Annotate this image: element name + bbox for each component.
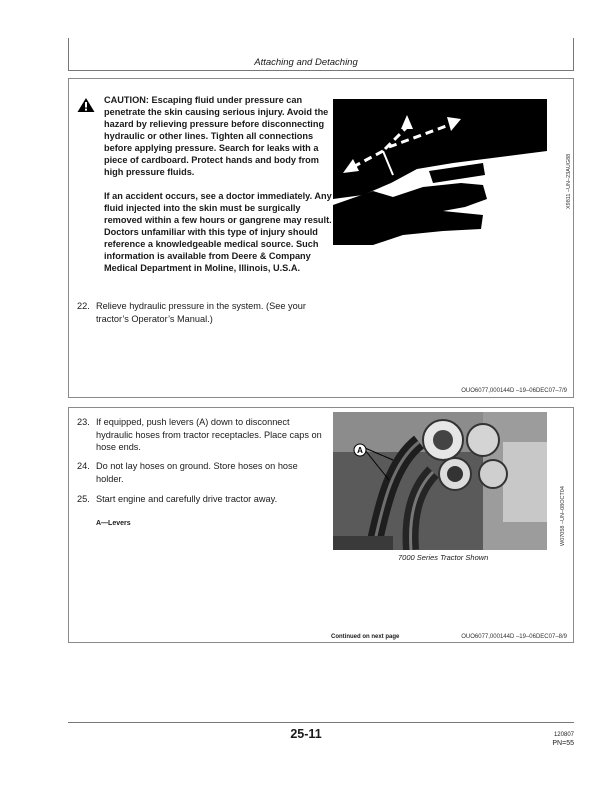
caution-paragraph-2: If an accident occurs, see a doctor immediately. Any fluid injected into the skin must be surgically removed within a few hours or gangrene may result. Doctors unfamiliar with this type of injury should reference a knowledgeable medical source. Such information is available from Deere & Company Medical Department in Moline, Illinois, U.S.A. <box>104 191 332 273</box>
legend-levers: A—Levers <box>96 520 131 527</box>
step-25 <box>77 493 327 506</box>
page-header-title: Attaching and Detaching <box>254 57 358 68</box>
step-text: Relieve hydraulic pressure in the system. (See your tractor’s Operator’s Manual.) <box>96 301 306 324</box>
step-text: If equipped, push levers (A) down to disconnect hydraulic hoses from tractor receptacles. Place caps on hose ends. <box>96 417 322 452</box>
section-reference-code: OUO6077,000144D –19–06DEC07–8/9 <box>461 634 567 640</box>
caution-paragraph-1: CAUTION: Escaping fluid under pressure can penetrate the skin causing serious injury. Avoid the hazard by relieving pressure before disconnecting hydraulic or other lines. Tighten all connections before applying pressure. Search for leaks with a piece of cardboard. Protect hands and body from high pressure fluids. <box>104 95 329 177</box>
step-number: 23. <box>77 417 90 427</box>
pn-number: PN=55 <box>552 740 574 747</box>
photo-code: W07058 –UN–08OCT04 <box>560 486 566 546</box>
photo-label-a: A <box>357 446 363 455</box>
page-number: 25-11 <box>290 727 322 741</box>
step-number: 24. <box>77 461 90 471</box>
fluid-injection-hazard-illustration <box>333 87 547 245</box>
illustration-code: X9811 –UN–23AUG88 <box>566 153 572 209</box>
footer-divider <box>68 722 574 723</box>
date-code: 120807 <box>553 732 574 738</box>
step-23 <box>77 416 327 454</box>
caution-text-block <box>104 94 334 286</box>
tractor-hose-photo <box>333 412 547 550</box>
safety-section-box <box>68 78 574 398</box>
step-number: 22. <box>77 301 90 311</box>
step-text: Start engine and carefully drive tractor away. <box>96 494 278 504</box>
step-text: Do not lay hoses on ground. Store hoses on hose holder. <box>96 461 298 484</box>
continued-note: Continued on next page <box>331 634 400 640</box>
warning-triangle-icon <box>77 97 95 113</box>
photo-caption: 7000 Series Tractor Shown <box>398 553 489 562</box>
step-22 <box>77 300 327 325</box>
step-24 <box>77 460 327 485</box>
detach-section-box <box>68 407 574 643</box>
header-divider <box>68 70 574 71</box>
section-reference-code: OUO6077,000144D –19–06DEC07–7/9 <box>461 388 567 394</box>
step-number: 25. <box>77 494 90 504</box>
